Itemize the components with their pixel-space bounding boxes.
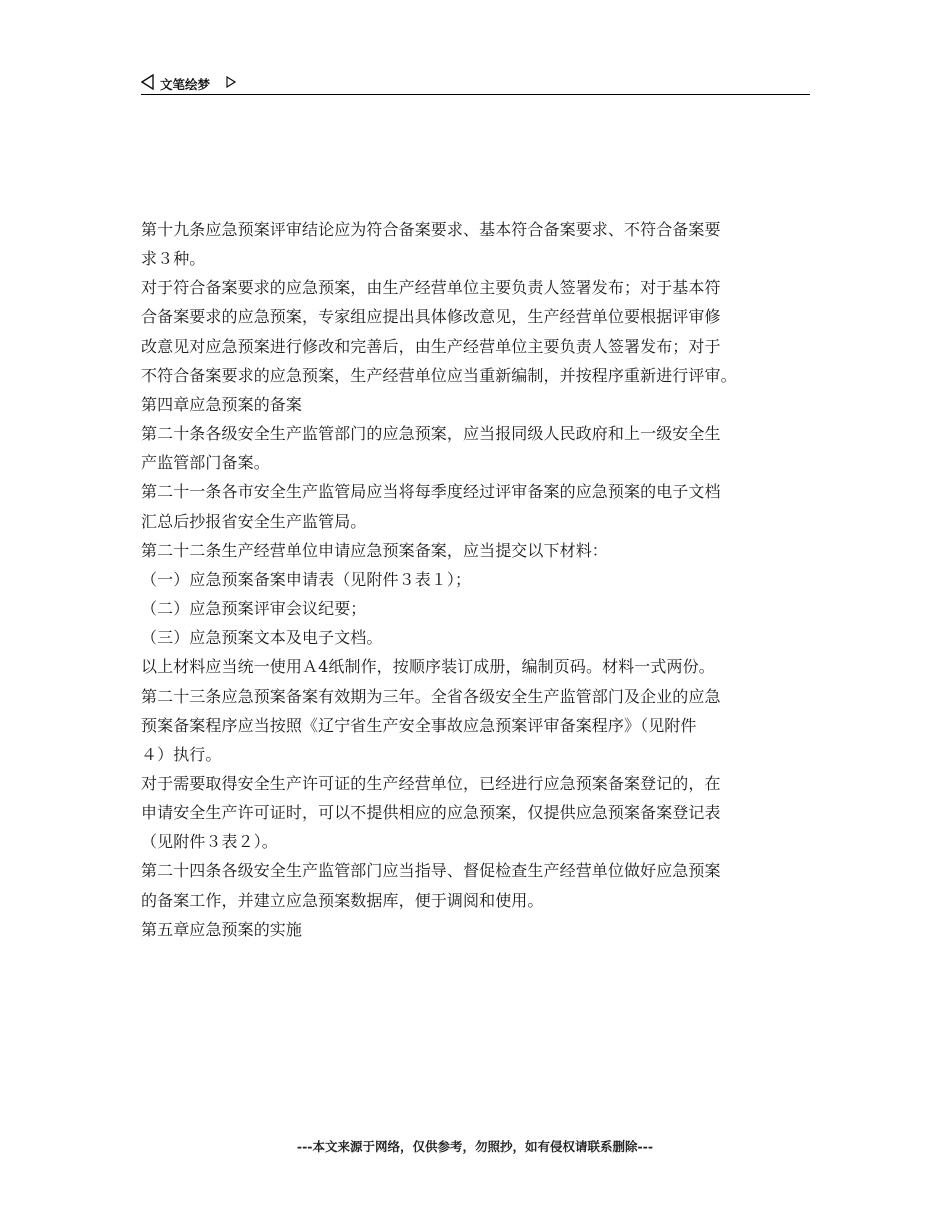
text-line: 改意见对应急预案进行修改和完善后，由生产经营单位主要负责人签署发布；对于	[141, 336, 721, 356]
text-line: 第十九条应急预案评审结论应为符合备案要求、基本符合备案要求、不符合备案要	[141, 220, 721, 239]
text-line: 第二十四条各级安全生产监管部门应当指导、督促检查生产经营单位做好应急预案	[141, 861, 721, 881]
text-line: 第二十三条应急预案备案有效期为三年。全省各级安全生产监管部门及企业的应急	[141, 686, 721, 706]
text-line: 以上材料应当统一使用Ａ4纸制作，按顺序装订成册，编制页码。材料一式两份。	[141, 657, 715, 677]
text-line: 合备案要求的应急预案，专家组应提出具体修改意见，生产经营单位要根据评审修	[141, 307, 721, 327]
header-title: 文笔绘梦	[160, 77, 211, 92]
text-line: 对于符合备案要求的应急预案，由生产经营单位主要负责人签署发布；对于基本符	[141, 278, 721, 298]
text-line: 第四章应急预案的备案	[141, 394, 303, 414]
page-header	[141, 72, 810, 95]
text-line: 第二十一条各市安全生产监管局应当将每季度经过评审备案的应急预案的电子文档	[141, 482, 721, 502]
text-line: 求３种。	[141, 249, 206, 269]
text-line: 申请安全生产许可证时，可以不提供相应的应急预案，仅提供应急预案备案登记表	[141, 803, 721, 823]
text-line: ４）执行。	[141, 744, 222, 764]
text-line: 第二十条各级安全生产监管部门的应急预案，应当报同级人民政府和上一级安全生	[141, 424, 721, 444]
text-line: 汇总后抄报省安全生产监管局。	[141, 511, 367, 531]
text-line: 第五章应急预案的实施	[141, 919, 303, 939]
left-triangle-icon	[141, 74, 154, 90]
text-line: （见附件３表２）。	[141, 832, 278, 852]
disclaimer-footer: ---本文来源于网络，仅供参考，勿照抄，如有侵权请联系删除---	[296, 1139, 654, 1154]
right-triangle-icon	[226, 76, 236, 88]
text-line: 不符合备案要求的应急预案，生产经营单位应当重新编制，并按程序重新进行评审。	[141, 365, 737, 385]
text-line: 对于需要取得安全生产许可证的生产经营单位，已经进行应急预案备案登记的，在	[141, 773, 721, 793]
document-body	[141, 215, 817, 944]
text-line: （三）应急预案文本及电子文档。	[141, 628, 383, 648]
text-line: （二）应急预案评审会议纪要；	[141, 599, 367, 619]
text-line: （一）应急预案备案申请表（见附件３表１）；	[141, 569, 472, 589]
text-line: 产监管部门备案。	[141, 453, 270, 473]
text-line: 的备案工作，并建立应急预案数据库，便于调阅和使用。	[141, 890, 544, 910]
text-line: 预案备案程序应当按照《辽宁省生产安全事故应急预案评审备案程序》（见附件	[141, 715, 697, 735]
text-line: 第二十二条生产经营单位申请应急预案备案，应当提交以下材料：	[141, 540, 608, 560]
